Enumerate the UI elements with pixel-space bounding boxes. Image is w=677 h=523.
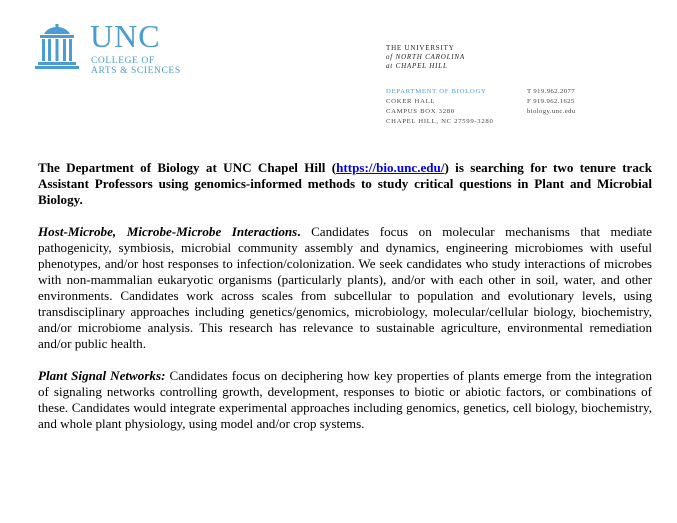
logo-arts-line: ARTS & SCIENCES	[91, 66, 181, 76]
address-city: CHAPEL HILL, NC 27599-3280	[386, 118, 494, 125]
letter-body	[38, 160, 652, 432]
department-title: DEPARTMENT OF BIOLOGY	[386, 88, 487, 95]
contact-web: biology.unc.edu	[527, 108, 576, 115]
biology-website-link[interactable]: https://bio.unc.edu/	[336, 160, 445, 175]
host-microbe-text: Candidates focus on molecular mechanisms that mediate pathogenicity, symbiosis, microbial community assembly and dynamics, engineering microbiomes with useful phenotypes, and/or host responses to infection/colonization. We seek candidates who study interactions of microbes with non-mammalian eukaryotic organisms (particularly plants), and/or with each other in soil, water, and other environments. Candidates work across scales from subcellular to population and evolutionary levels, using transdisciplinary approaches including genetics/genomics, microbiology, molecular/cellular biology, biochemistry, and/or microbiome analysis. This research has relevance to sustainable agriculture, environmental remediation and/or public health.	[38, 224, 652, 351]
plant-signal-paragraph	[38, 368, 652, 432]
unc-logo	[32, 18, 232, 76]
department-address	[386, 87, 494, 127]
host-microbe-paragraph	[38, 224, 652, 352]
contact-block	[527, 87, 576, 117]
old-well-icon	[32, 24, 82, 70]
plant-signal-heading: Plant Signal Networks:	[38, 368, 166, 383]
plant-signal-text: Candidates focus on deciphering how key properties of plants emerge from the integration of signaling networks controlling growth, development, responses to biotic or abiotic factors, or combinations of these. Candidates would integrate experimental approaches including genomics, genetics, cell biology, biochemistry, and whole plant physiology, using model and/or crop systems.	[38, 368, 653, 431]
intro-paragraph	[38, 160, 652, 208]
host-microbe-heading: Host-Microbe, Microbe-Microbe Interactions	[38, 224, 298, 239]
contact-phone: T 919.962.2077	[527, 88, 576, 95]
university-line-1: THE UNIVERSITY	[386, 44, 455, 52]
address-box: CAMPUS BOX 3280	[386, 108, 455, 115]
contact-fax: F 919.962.1625	[527, 98, 575, 105]
address-hall: COKER HALL	[386, 98, 436, 105]
logo-college-line: COLLEGE OF	[91, 56, 155, 66]
host-microbe-heading-period: .	[297, 224, 301, 239]
university-line-2: of NORTH CAROLINA	[386, 53, 465, 61]
intro-text-end: ) is searching for two tenure track Assistant Professors using genomics-informed methods to study critical questions in Plant and Microbial Biology.	[38, 160, 653, 207]
university-name-block	[386, 44, 465, 71]
intro-text-start: The Department of Biology at UNC Chapel Hill (	[38, 160, 337, 175]
university-line-3: at CHAPEL HILL	[386, 62, 448, 70]
logo-unc-text: UNC	[90, 18, 161, 54]
